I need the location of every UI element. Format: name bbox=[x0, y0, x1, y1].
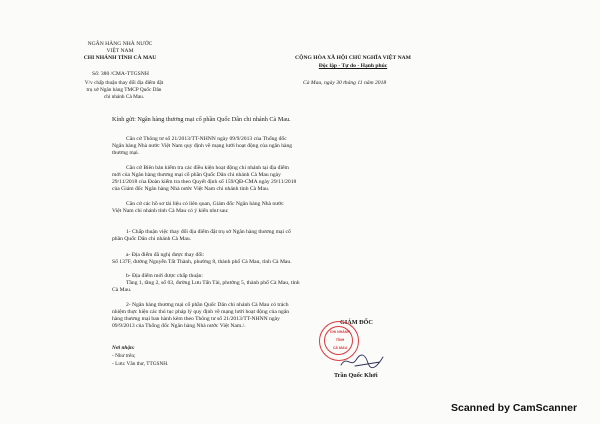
paragraph-line: Căn cứ các hồ sơ tài liệu có liên quan, Giám đốc Ngân hàng Nhà nước bbox=[126, 201, 284, 207]
seal-text-bottom: CÀ MAU bbox=[332, 346, 348, 350]
seal-text-middle: TỈNH bbox=[335, 338, 345, 342]
org-name-line2: VIỆT NAM bbox=[106, 48, 134, 54]
camscanner-watermark: Scanned by CamScanner bbox=[451, 402, 578, 414]
place-and-date: Cà Mau, ngày 30 tháng 11 năm 2018 bbox=[303, 80, 387, 86]
signer-title: GIÁM ĐỐC bbox=[340, 319, 373, 326]
paragraph-line: Ngân hàng Nhà nước Việt Nam quy định về mạng lưới hoạt động của ngân hàng bbox=[112, 143, 293, 149]
subject-line1: V/v chấp thuận thay đổi địa điểm đặt bbox=[84, 80, 164, 86]
org-branch-name: CHI NHÁNH TỈNH CÀ MAU bbox=[83, 55, 157, 61]
country-name: CỘNG HÒA XÃ HỘI CHỦ NGHĨA VIỆT NAM bbox=[295, 55, 411, 61]
recipient-item: - Lưu: Văn thư, TTGSNH. bbox=[112, 361, 169, 367]
old-address-label: a- Địa điểm đã nghị được thay đổi: bbox=[126, 252, 205, 258]
new-address-value: Tầng 1, tầng 2, số 03, đường Lưu Tấn Tài, phường 5, thành phố Cà Mau, tỉnh bbox=[126, 280, 300, 286]
new-address-label: b- Địa điểm mới được chấp thuận: bbox=[126, 273, 203, 279]
paragraph-line: thương mại. bbox=[112, 150, 140, 156]
paragraph-line: 29/11/2018 của Đoàn kiểm tra theo Quyết định số 159/QĐ-CMA ngày 29/11/2018 bbox=[112, 179, 297, 185]
new-address-value: Cà Mau. bbox=[112, 287, 132, 293]
recipients-label: Nơi nhận: bbox=[112, 345, 135, 351]
org-name-line1: NGÂN HÀNG NHÀ NƯỚC bbox=[87, 41, 153, 47]
paragraph-line: Căn cứ Thông tư số 21/2013/TT-NHNN ngày 09/9/2013 của Thống đốc bbox=[126, 136, 287, 142]
document-number: Số: 380 /CMA-TTGSNH bbox=[92, 71, 149, 77]
subject-line2: trụ sở Ngân hàng TMCP Quốc Dân bbox=[86, 87, 162, 93]
decision-item-2: nhiệm thực hiện các thủ tục pháp lý quy định về mạng lưới hoạt động của ngân bbox=[112, 309, 290, 315]
paragraph-line: mới của Ngân hàng thương mại cổ phần Quốc Dân chi nhánh Cà Mau ngày bbox=[112, 172, 281, 178]
decision-item-2: 09/9/2013 của Thống đốc Ngân hàng Nhà nước Việt Nam./. bbox=[112, 323, 246, 329]
handwritten-signature bbox=[339, 352, 389, 370]
subject-line3: chi nhánh Cà Mau. bbox=[103, 94, 145, 100]
decision-item-2: 2- Ngân hàng thương mại cổ phần Quốc Dân chi nhánh Cà Mau có trách bbox=[126, 302, 289, 308]
signer-name: Trần Quốc Khởi bbox=[334, 372, 378, 379]
national-motto: Độc lập - Tự do - Hạnh phúc bbox=[318, 63, 388, 69]
paragraph-line: Việt Nam chi nhánh tỉnh Cà Mau có ý kiến như sau: bbox=[112, 208, 229, 214]
old-address-value: Số 137F, đường Nguyễn Tất Thành, phường 8, thành phố Cà Mau, tỉnh Cà Mau. bbox=[112, 259, 292, 265]
paragraph-line: Căn cứ Biên bản kiểm tra các điều kiện hoạt động chi nhánh tại địa điểm bbox=[126, 165, 289, 171]
recipient-item: - Như trên; bbox=[112, 353, 136, 359]
paragraph-line: của Giám đốc Ngân hàng Nhà nước Việt Nam chi nhánh tỉnh Cà Mau. bbox=[112, 186, 270, 192]
decision-item-2: hàng thương mại ban hành kèm theo Thông tư số 21/2013/TT-NHNN ngày bbox=[112, 316, 280, 322]
salutation: Kính gửi: Ngân hàng thương mại cổ phần Quốc Dân chi nhánh Cà Mau. bbox=[112, 116, 291, 123]
seal-text-top: CHI NHÁNH bbox=[329, 330, 351, 334]
decision-item-1: 1- Chấp thuận việc thay đổi địa điểm đặt trụ sở Ngân hàng thương mại cổ bbox=[126, 229, 291, 235]
decision-item-1: phần Quốc Dân chi nhánh Cà Mau. bbox=[112, 236, 192, 242]
